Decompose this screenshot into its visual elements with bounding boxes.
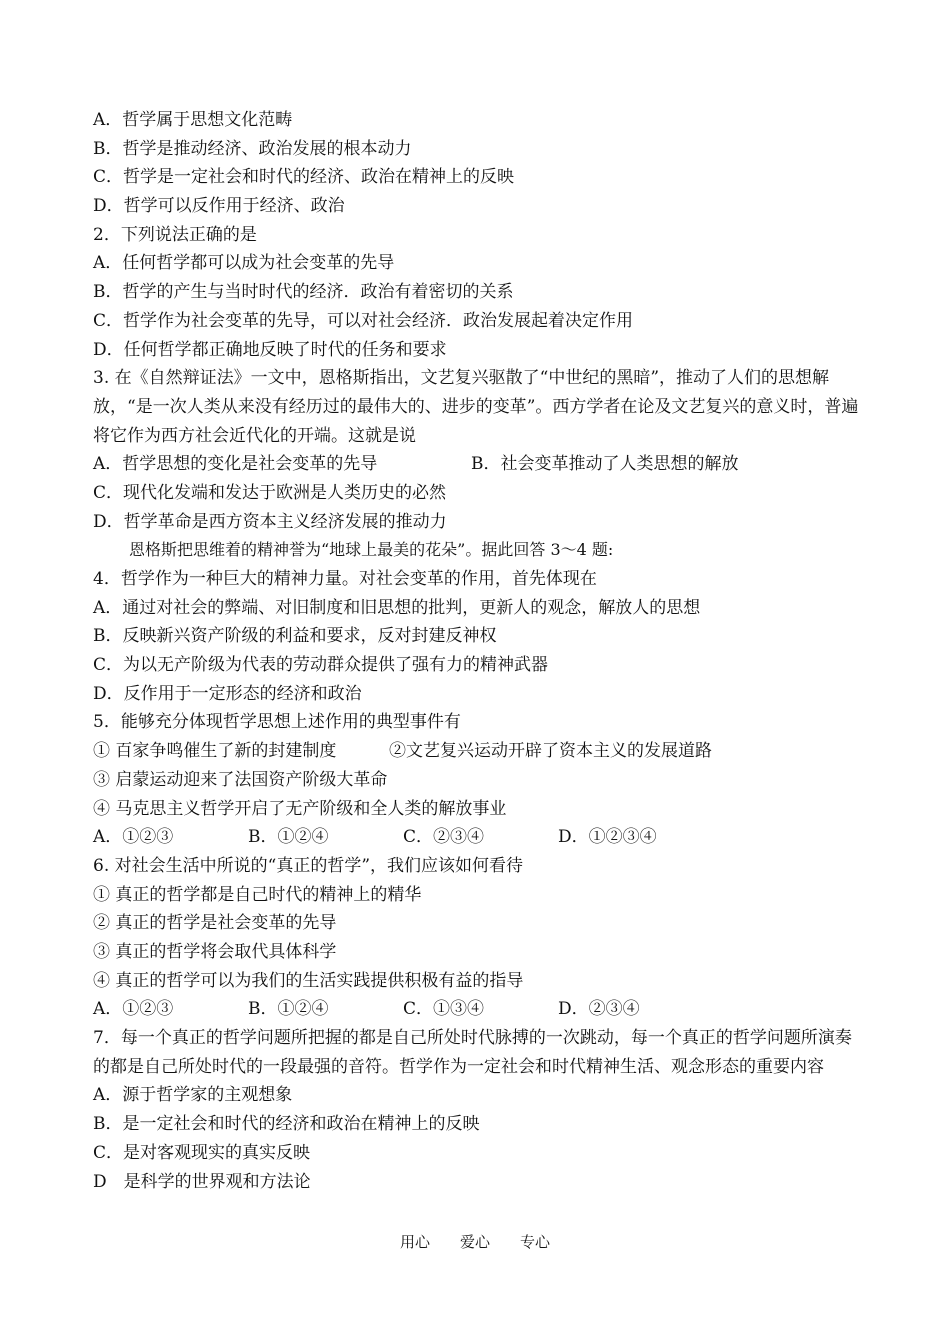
q6-stem: 6. 对社会生活中所说的“真正的哲学”，我们应该如何看待 (93, 855, 524, 876)
q5-choices (93, 823, 863, 852)
q5-choice-b: B．①②④ (248, 827, 329, 848)
q4-option-d: D．反作用于一定形态的经济和政治 (93, 683, 362, 704)
q1-option-a: A．哲学属于思想文化范畴 (93, 110, 293, 130)
q5-choice-a: A．①②③ (93, 827, 174, 848)
q6-item-2: ② 真正的哲学是社会变革的先导 (93, 913, 337, 934)
q6-item-3: ③ 真正的哲学将会取代具体科学 (93, 941, 337, 962)
q3-option-b: B．社会变革推动了人类思想的解放 (471, 454, 739, 475)
q4-stem: 4．哲学作为一种巨大的精神力量。对社会变革的作用，首先体现在 (93, 569, 597, 590)
q6-choices (93, 995, 863, 1024)
q6-choice-a: A．①②③ (93, 999, 174, 1020)
q2-option-d: D．任何哲学都正确地反映了时代的任务和要求 (93, 339, 447, 360)
q5-item-3: ③ 启蒙运动迎来了法国资产阶级大革命 (93, 769, 388, 790)
q1-option-d: D．哲学可以反作用于经济、政治 (93, 196, 345, 217)
q7-option-d: D 是科学的世界观和方法论 (93, 1171, 311, 1192)
q1-option-c: C．哲学是一定社会和时代的经济、政治在精神上的反映 (93, 167, 515, 188)
page-footer: 用心 爱心 专心 (399, 1233, 550, 1251)
q1-option-b: B．哲学是推动经济、政治发展的根本动力 (93, 138, 412, 159)
q2-option-a: A．任何哲学都可以成为社会变革的先导 (93, 253, 395, 274)
q5-stem: 5．能够充分体现哲学思想上述作用的典型事件有 (93, 712, 461, 733)
q2-option-c: C．哲学作为社会变革的先导，可以对社会经济．政治发展起着决定作用 (93, 310, 634, 331)
q3-option-a: A．哲学思想的变化是社会变革的先导 (93, 454, 378, 475)
q6-item-1: ① 真正的哲学都是自己时代的精神上的精华 (93, 884, 422, 905)
q5-choice-d: D．①②③④ (558, 827, 657, 848)
q6-choice-c: C．①③④ (403, 999, 485, 1020)
q6-choice-d: D．②③④ (558, 999, 640, 1020)
q5-choice-c: C．②③④ (403, 827, 485, 848)
q3-option-c: C．现代化发端和发达于欧洲是人类历史的必然 (93, 482, 447, 503)
q7-option-a: A．源于哲学家的主观想象 (93, 1085, 293, 1106)
q5-item-2: ②文艺复兴运动开辟了资本主义的发展道路 (389, 741, 712, 762)
q5-item-1: ① 百家争鸣催生了新的封建制度 (93, 741, 337, 762)
q3-stem: 3. 在《自然辩证法》一文中，恩格斯指出，文艺复兴驱散了“中世纪的黑暗”，推动了人们的思想解放，“是一次人类从来没有经历过的最伟大的、进步的变革”。西方学者在论及文艺复兴的意义时，普遍将它作为西方社会近代化的开端。这就是说 (93, 368, 859, 446)
q6-choice-b: B．①②④ (248, 999, 329, 1020)
q3-options-ab (93, 450, 863, 479)
q4-option-a: A．通过对社会的弊端、对旧制度和旧思想的批判，更新人的观念，解放人的思想 (93, 597, 701, 618)
q5-item-4: ④ 马克思主义哲学开启了无产阶级和全人类的解放事业 (93, 798, 507, 819)
document-body (93, 106, 863, 1196)
q6-item-4: ④ 真正的哲学可以为我们的生活实践提供积极有益的指导 (93, 970, 524, 991)
q2-stem: 2．下列说法正确的是 (93, 224, 257, 245)
q4-option-c: C．为以无产阶级为代表的劳动群众提供了强有力的精神武器 (93, 655, 549, 676)
q7-option-c: C．是对客观现实的真实反映 (93, 1142, 311, 1163)
q7-stem: 7．每一个真正的哲学问题所把握的都是自己所处时代脉搏的一次跳动，每一个真正的哲学问题所演奏的都是自己所处时代的一段最强的音符。哲学作为一定社会和时代精神生活、观念形态的重要内容 (93, 1028, 852, 1077)
q4-option-b: B．反映新兴资产阶级的利益和要求，反对封建反神权 (93, 626, 497, 647)
q2-option-b: B．哲学的产生与当时时代的经济．政治有着密切的关系 (93, 282, 514, 303)
reading-intro: 恩格斯把思维着的精神誉为“地球上最美的花朵”。据此回答 3～4 题: (129, 540, 614, 560)
q3-option-d: D．哲学革命是西方资本主义经济发展的推动力 (93, 511, 447, 532)
q5-items-12 (93, 737, 863, 766)
q7-option-b: B．是一定社会和时代的经济和政治在精神上的反映 (93, 1114, 480, 1135)
